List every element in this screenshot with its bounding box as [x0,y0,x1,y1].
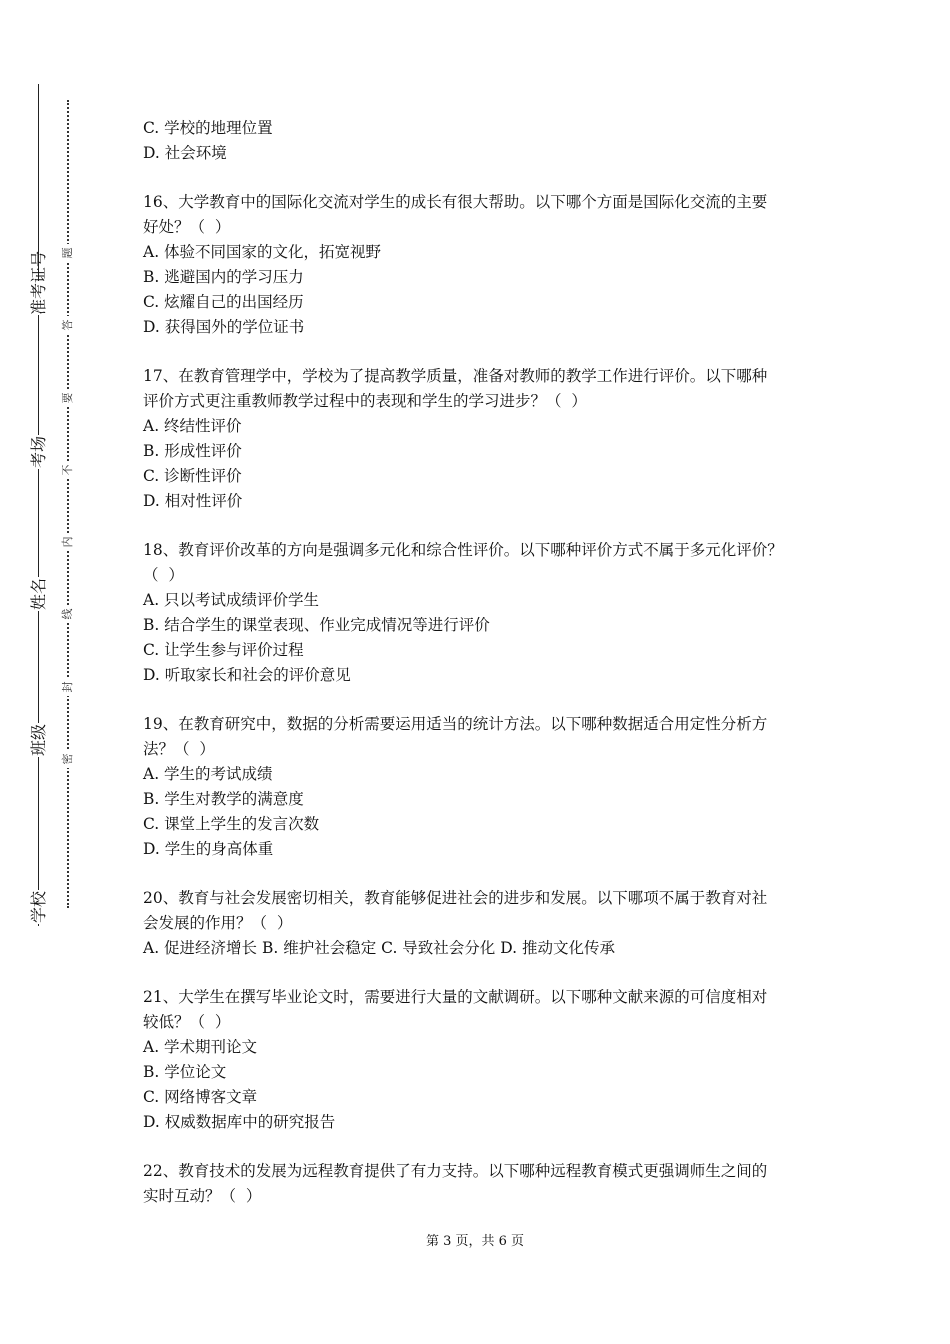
question-continuation [143,116,823,166]
seal-char: 内 [59,533,77,551]
exam-room-label: 考场 [29,436,48,469]
school-label: 学校 [29,891,48,924]
answer-option: C. 诊断性评价 [143,467,242,485]
answer-option: B. 学生对教学的满意度 [143,790,304,808]
seal-char: 要 [59,389,77,407]
question-text: 20、教育与社会发展密切相关，教育能够促进社会的进步和发展。以下哪项不属于教育对社 [143,889,768,907]
question-block [143,886,823,961]
answer-option: A. 学生的考试成绩 [143,765,273,783]
seal-char: 不 [59,461,77,479]
question-text: 实时互动？（ ） [143,1187,262,1205]
seal-char: 线 [59,605,77,623]
question-text: 21、大学生在撰写毕业论文时，需要进行大量的文献调研。以下哪种文献来源的可信度相对 [143,988,768,1006]
question-text: 较低？（ ） [143,1013,231,1031]
question-text: 17、在教育管理学中，学校为了提高教学质量，准备对教师的教学工作进行评价。以下哪种 [143,367,768,385]
page-footer: 第 3 页，共 6 页 [425,1234,525,1249]
answer-option: D. 相对性评价 [143,492,243,510]
question-text: 16、大学教育中的国际化交流对学生的成长有很大帮助。以下哪个方面是国际化交流的主要 [143,193,768,211]
question-block [143,538,823,688]
binding-margin [0,0,90,1344]
answer-option: D. 社会环境 [143,144,227,162]
class-label: 班级 [29,724,48,757]
question-text: （ ） [143,566,184,584]
question-block [143,712,823,862]
binding-solid-line [38,84,39,926]
question-text: 19、在教育研究中，数据的分析需要运用适当的统计方法。以下哪种数据适合用定性分析方 [143,715,768,733]
question-text: 会发展的作用？（ ） [143,914,293,932]
seal-char: 封 [59,678,77,696]
answer-option: B. 形成性评价 [143,442,242,460]
question-text: 18、教育评价改革的方向是强调多元化和综合性评价。以下哪种评价方式不属于多元化评价？ [143,541,783,559]
seal-char: 密 [59,750,77,768]
answer-option: A. 终结性评价 [143,417,242,435]
question-block [143,1159,823,1209]
question-block [143,364,823,514]
answer-option: B. 结合学生的课堂表现、作业完成情况等进行评价 [143,616,490,634]
answer-option: A. 只以考试成绩评价学生 [143,591,320,609]
exam-number-label: 准考证号 [29,250,48,315]
question-block [143,985,823,1135]
answer-option: A. 促进经济增长 B. 维护社会稳定 C. 导致社会分化 D. 推动文化传承 [143,939,615,957]
answer-option: D. 听取家长和社会的评价意见 [143,666,351,684]
answer-option: C. 学校的地理位置 [143,119,273,137]
answer-option: C. 网络博客文章 [143,1088,258,1106]
question-block [143,190,823,340]
seal-char: 题 [59,244,77,262]
answer-option: A. 学术期刊论文 [143,1038,258,1056]
question-text: 好处？（ ） [143,218,231,236]
question-content [143,116,823,1233]
binding-dotted-line [67,100,69,908]
answer-option: D. 获得国外的学位证书 [143,318,305,336]
question-text: 法？（ ） [143,740,215,758]
answer-option: C. 让学生参与评价过程 [143,641,304,659]
answer-option: D. 权威数据库中的研究报告 [143,1113,336,1131]
name-label: 姓名 [29,578,48,611]
answer-option: C. 课堂上学生的发言次数 [143,815,320,833]
answer-option: A. 体验不同国家的文化，拓宽视野 [143,243,382,261]
answer-option: D. 学生的身高体重 [143,840,274,858]
question-text: 22、教育技术的发展为远程教育提供了有力支持。以下哪种远程教育模式更强调师生之间的 [143,1162,768,1180]
answer-option: C. 炫耀自己的出国经历 [143,293,304,311]
question-text: 评价方式更注重教师教学过程中的表现和学生的学习进步？（ ） [143,392,587,410]
seal-char: 答 [59,316,77,334]
answer-option: B. 学位论文 [143,1063,227,1081]
answer-option: B. 逃避国内的学习压力 [143,268,304,286]
